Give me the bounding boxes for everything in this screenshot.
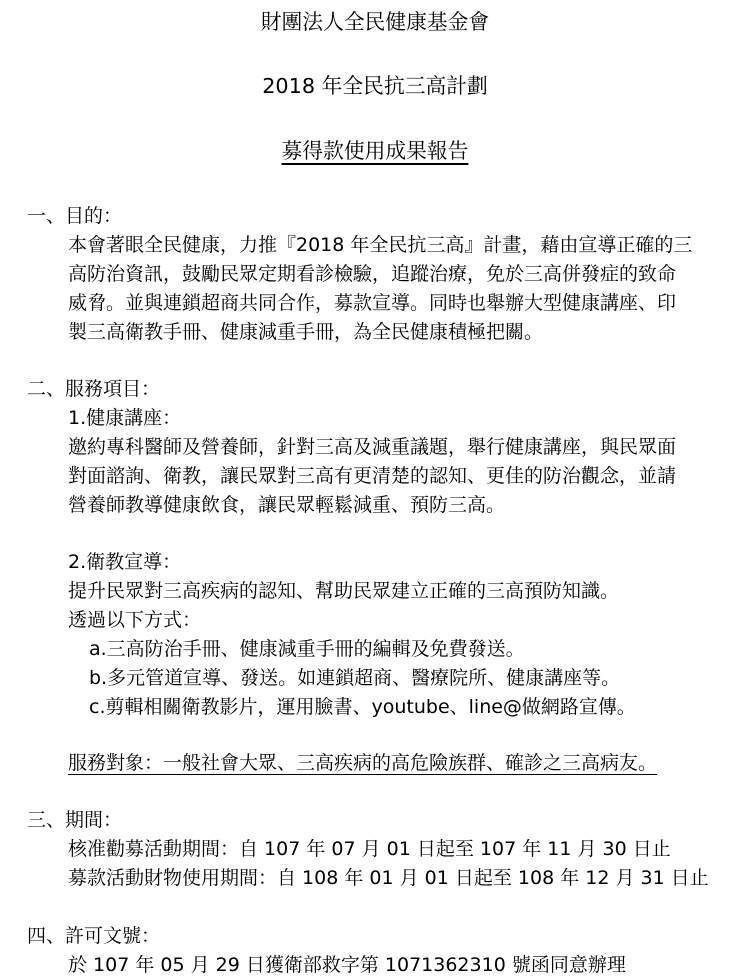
section-3-heading: 三、期間：	[27, 809, 123, 831]
method-list-item: b.多元管道宣導、發送。如連鎖超商、醫療院所、健康講座等。	[89, 667, 621, 689]
service-item-2-line: 透過以下方式：	[68, 609, 202, 631]
section-1-line: 高防治資訊，鼓勵民眾定期看診檢驗，追蹤治療，免於三高併發症的致命	[68, 263, 677, 285]
method-list-item: a.三高防治手冊、健康減重手冊的編輯及免費發送。	[89, 638, 525, 660]
report-title: 募得款使用成果報告	[281, 139, 469, 163]
service-item-1-line: 邀約專科醫師及營養師，針對三高及減重議題，舉行健康講座，與民眾面	[68, 436, 677, 458]
usage-period: 募款活動財物使用期間：自 108 年 01 月 01 日起至 108 年 12 月 31 日止	[68, 867, 709, 889]
section-1-line: 本會著眼全民健康，力推『2018 年全民抗三高』計畫，藉由宣導正確的三	[68, 234, 693, 256]
method-list-item: c.剪輯相關衛教影片，運用臉書、youtube、line@做網路宣傳。	[89, 696, 636, 718]
plan-title: 2018 年全民抗三高計劃	[262, 74, 488, 98]
service-item-2-title: 2.衛教宣導：	[68, 551, 182, 573]
section-1-heading: 一、目的：	[27, 205, 123, 227]
service-item-1-line: 對面諮詢、衛教，讓民眾對三高有更清楚的認知、更佳的防治觀念，並請	[68, 465, 677, 487]
org-title: 財團法人全民健康基金會	[260, 10, 490, 34]
service-item-2-line: 提升民眾對三高疾病的認知、幫助民眾建立正確的三高預防知識。	[68, 580, 620, 602]
section-1-line: 製三高衛教手冊、健康減重手冊，為全民健康積極把關。	[68, 321, 544, 343]
service-item-1-line: 營養師教導健康飲食，讓民眾輕鬆減重、預防三高。	[68, 494, 506, 516]
service-item-1-title: 1.健康講座：	[68, 407, 182, 429]
section-1-line: 威脅。並與連鎖超商共同合作，募款宣導。同時也舉辦大型健康講座、印	[68, 292, 677, 314]
service-target: 服務對象：一般社會大眾、三高疾病的高危險族群、確診之三高病友。	[68, 752, 658, 774]
section-4-heading: 四、許可文號：	[27, 925, 161, 947]
permit-number: 於 107 年 05 月 29 日獲衛部救字第 1071362310 號函同意辦理	[68, 954, 626, 976]
section-2-heading: 二、服務項目：	[27, 378, 161, 400]
approved-period: 核准勸募活動期間：自 107 年 07 月 01 日起至 107 年 11 月 30 日止	[68, 838, 671, 860]
